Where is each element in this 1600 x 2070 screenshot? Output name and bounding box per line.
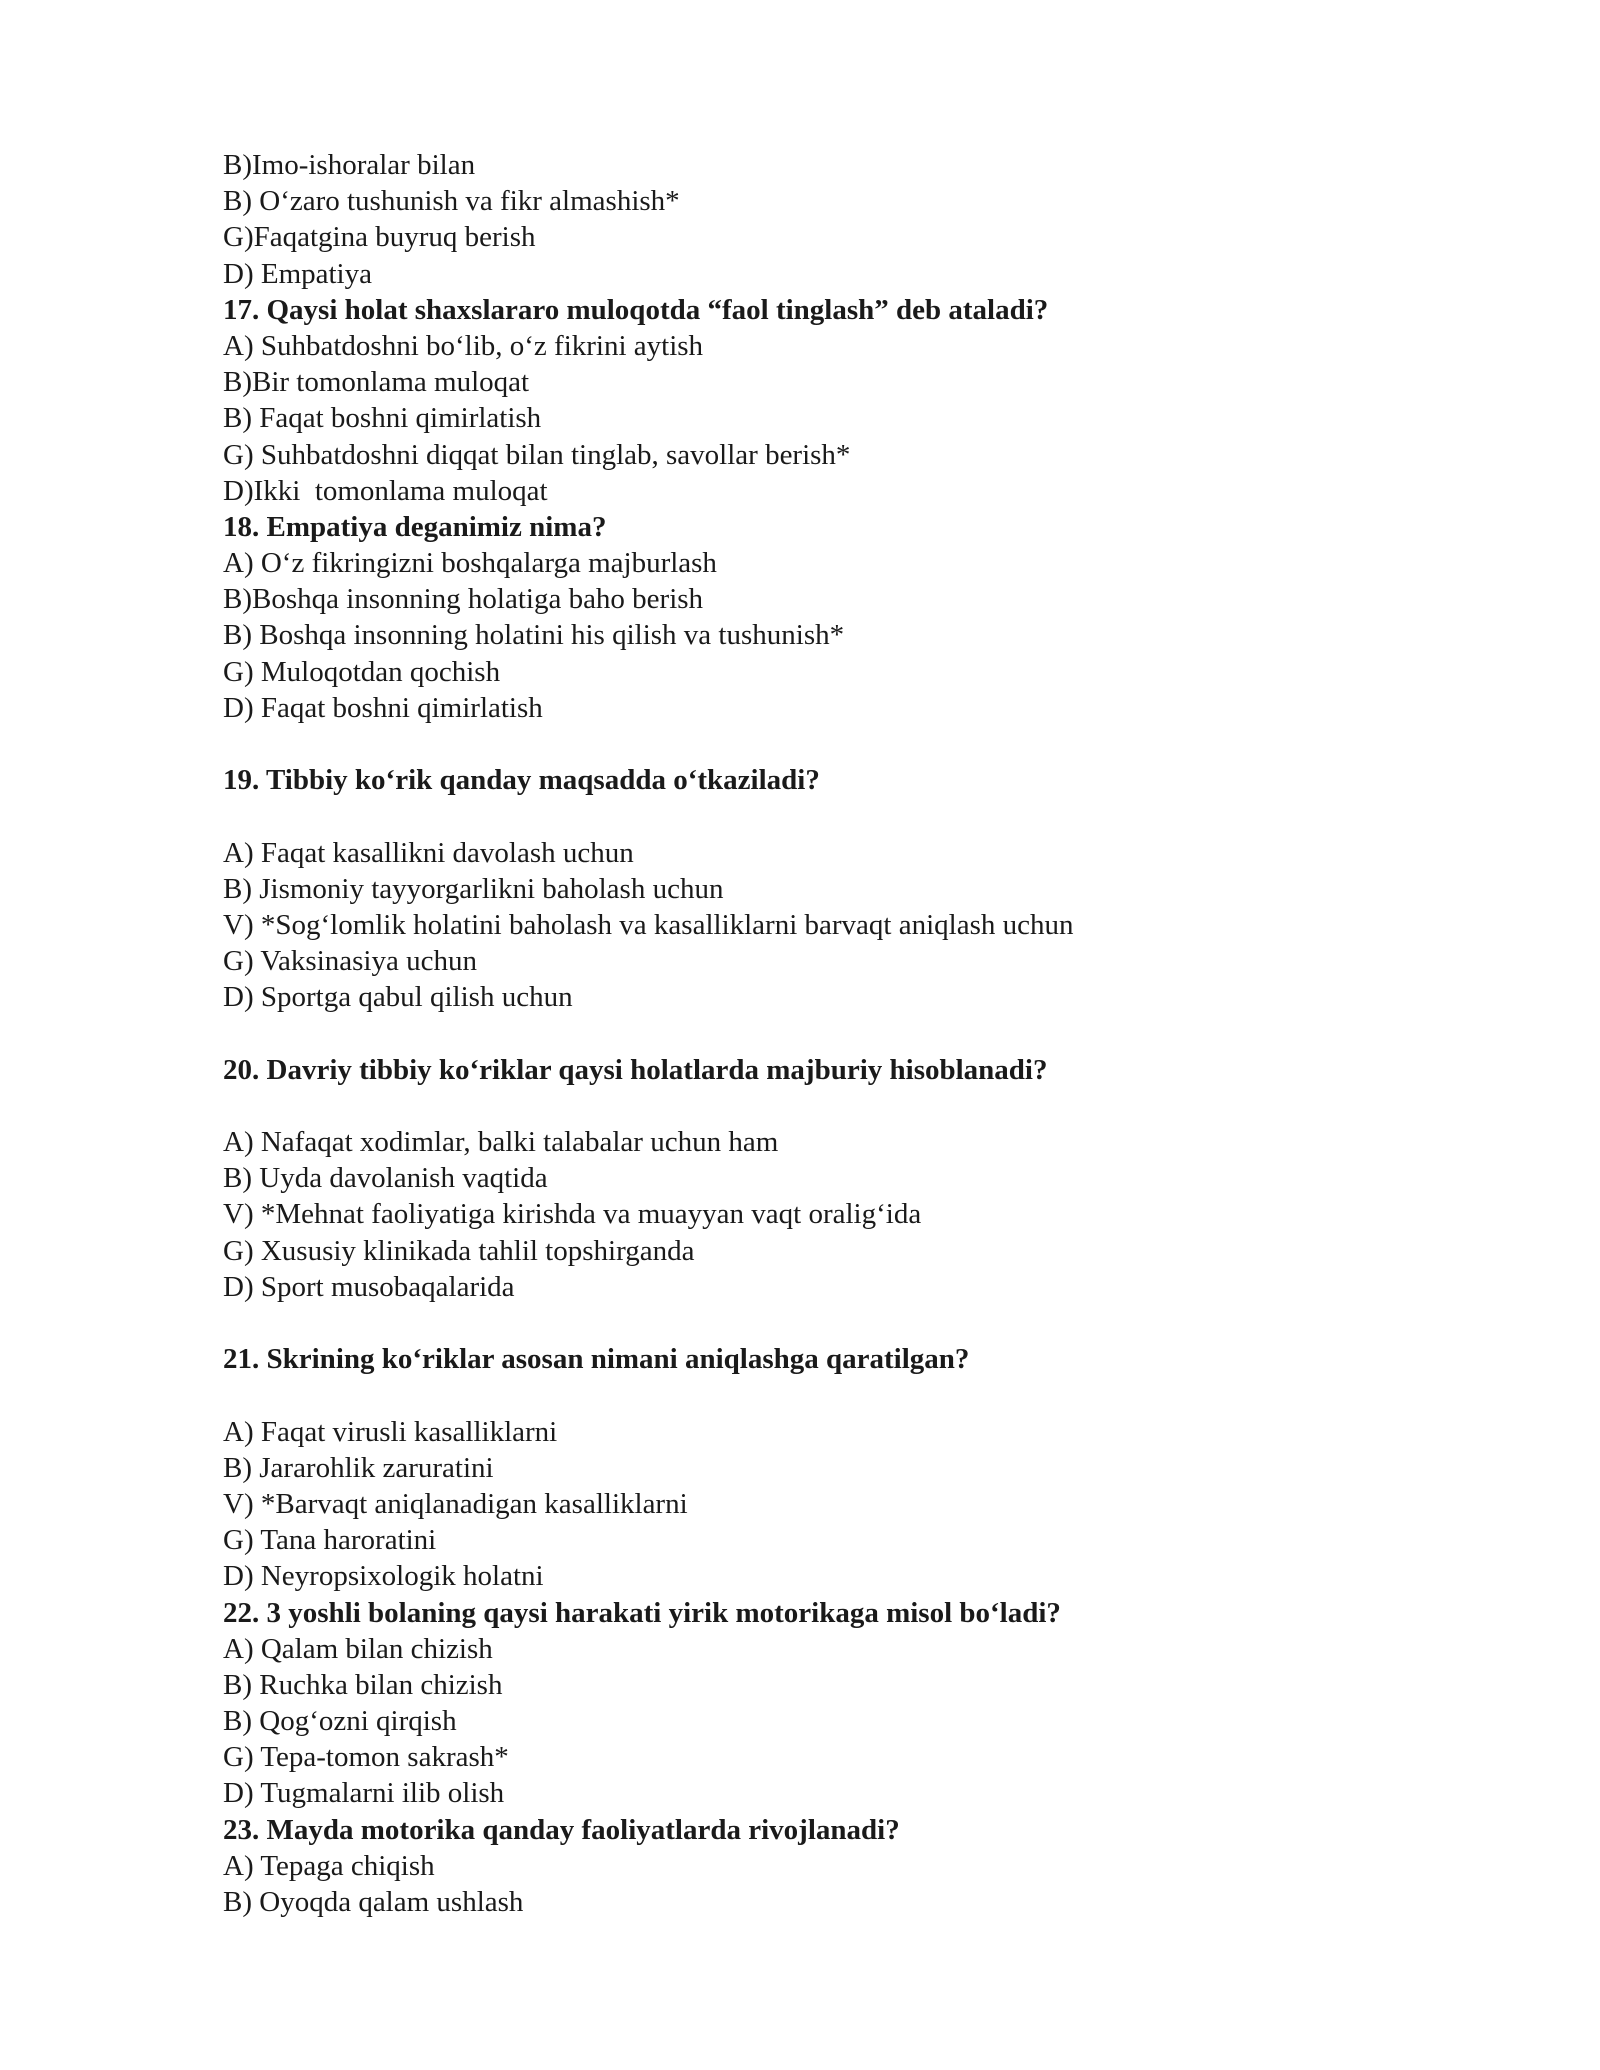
answer-option: B) Jararohlik zaruratini — [223, 1451, 494, 1484]
blank-line — [223, 1377, 1463, 1413]
blank-line — [223, 798, 1463, 834]
answer-option: D) Neyropsixologik holatni — [223, 1560, 544, 1593]
answer-option: A) Tepaga chiqish — [223, 1849, 435, 1882]
answer-option: B) Jismoniy tayyorgarlikni baholash uchun — [223, 872, 724, 905]
answer-option: A) Faqat virusli kasalliklarni — [223, 1415, 558, 1448]
answer-option: A) Qalam bilan chizish — [223, 1632, 493, 1665]
answer-option: V) *Barvaqt aniqlanadigan kasalliklarni — [223, 1487, 688, 1520]
answer-option: G) Tepa-tomon sakrash* — [223, 1741, 509, 1774]
answer-option: A) O‘z fikringizni boshqalarga majburlash — [223, 547, 717, 580]
question-text: 17. Qaysi holat shaxslararo muloqotda “faol tinglash” deb ataladi? — [223, 293, 1049, 326]
answer-option: G) Tana haroratini — [223, 1524, 437, 1557]
answer-option: D) Faqat boshni qimirlatish — [223, 691, 543, 724]
answer-option: A) Suhbatdoshni bo‘lib, o‘z fikrini aytish — [223, 329, 704, 362]
answer-option: B)Boshqa insonning holatiga baho berish — [223, 583, 704, 616]
answer-option: D) Sport musobaqalarida — [223, 1270, 515, 1303]
answer-option: G)Faqatgina buyruq berish — [223, 221, 536, 254]
question-text: 21. Skrining ko‘riklar asosan nimani aniqlashga qaratilgan? — [223, 1343, 970, 1376]
answer-option: B) Ruchka bilan chizish — [223, 1668, 503, 1701]
answer-option: B) Faqat boshni qimirlatish — [223, 402, 542, 435]
document-page — [223, 147, 1463, 1920]
question-text: 23. Mayda motorika qanday faoliyatlarda rivojlanadi? — [223, 1813, 900, 1846]
question-text: 19. Tibbiy ko‘rik qanday maqsadda o‘tkaziladi? — [223, 764, 820, 797]
answer-option: G) Vaksinasiya uchun — [223, 945, 477, 978]
answer-option: D) Empatiya — [223, 257, 372, 290]
blank-line — [223, 1305, 1463, 1341]
answer-option: B)Imo-ishoralar bilan — [223, 149, 476, 181]
answer-option: A) Nafaqat xodimlar, balki talabalar uchun ham — [223, 1126, 779, 1159]
answer-option: B)Bir tomonlama muloqat — [223, 366, 530, 399]
answer-option: B) O‘zaro tushunish va fikr almashish* — [223, 185, 680, 218]
answer-option: D) Tugmalarni ilib olish — [223, 1777, 505, 1810]
answer-option: G) Muloqotdan qochish — [223, 655, 501, 688]
answer-option: D) Sportga qabul qilish uchun — [223, 981, 573, 1014]
answer-option: D)Ikki tomonlama muloqat — [223, 474, 548, 507]
answer-option: V) *Sog‘lomlik holatini baholash va kasalliklarni barvaqt aniqlash uchun — [223, 908, 1074, 941]
blank-line — [223, 1088, 1463, 1124]
question-text: 18. Empatiya deganimiz nima? — [223, 510, 607, 543]
answer-option: B) Uyda davolanish vaqtida — [223, 1162, 548, 1195]
answer-option: A) Faqat kasallikni davolash uchun — [223, 836, 634, 869]
answer-option: V) *Mehnat faoliyatiga kirishda va muayyan vaqt oralig‘ida — [223, 1198, 922, 1231]
answer-option: G) Suhbatdoshni diqqat bilan tinglab, savollar berish* — [223, 438, 851, 471]
answer-option: B) Boshqa insonning holatini his qilish va tushunish* — [223, 619, 845, 652]
blank-line — [223, 726, 1463, 762]
question-text: 20. Davriy tibbiy ko‘riklar qaysi holatlarda majburiy hisoblanadi? — [223, 1053, 1048, 1086]
blank-line — [223, 1016, 1463, 1052]
answer-option: B) Oyoqda qalam ushlash — [223, 1886, 524, 1918]
question-text: 22. 3 yoshli bolaning qaysi harakati yirik motorikaga misol bo‘ladi? — [223, 1596, 1061, 1629]
answer-option: G) Xususiy klinikada tahlil topshirganda — [223, 1234, 695, 1267]
answer-option: B) Qog‘ozni qirqish — [223, 1705, 457, 1738]
